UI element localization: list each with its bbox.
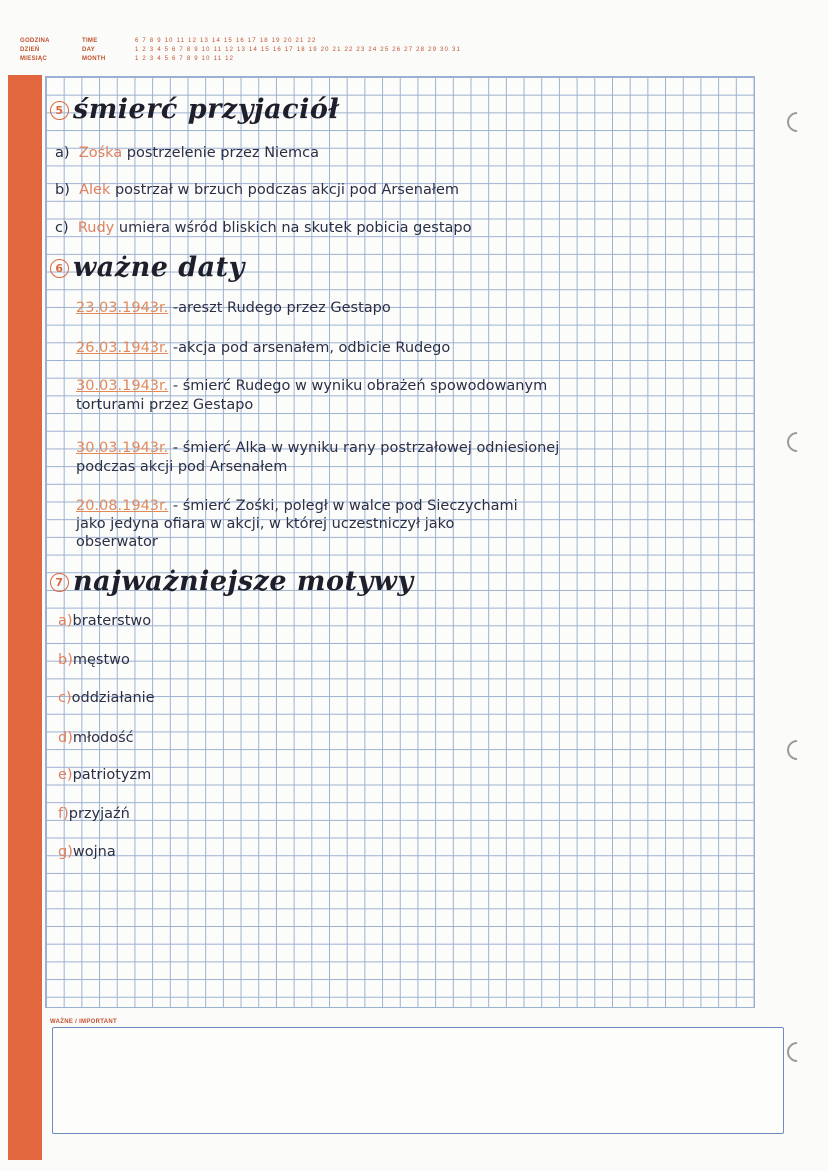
important-label: WAŻNE / IMPORTANT xyxy=(50,1019,117,1025)
section-title: najważniejsze motywy xyxy=(73,566,414,597)
time-label: TIME xyxy=(82,38,98,44)
list-item: b) Alek postrzał w brzuch podczas akcji pod Arsenałem xyxy=(55,182,459,198)
list-item: g)wojna xyxy=(58,844,116,860)
list-item: a)braterstwo xyxy=(58,613,152,629)
date-item-continued: torturami przez Gestapo xyxy=(76,397,254,413)
list-item: c)oddziałanie xyxy=(58,690,155,706)
hour-label: GODZINA xyxy=(20,38,50,44)
section-number: 6 xyxy=(50,259,69,278)
month-numbers: 1 2 3 4 5 6 7 8 9 10 11 12 xyxy=(135,56,235,62)
date-item-continued: jako jedyna ofiara w akcji, w której uczestniczył jako xyxy=(76,516,455,532)
section-number: 7 xyxy=(50,573,69,592)
section-title: śmierć przyjaciół xyxy=(73,94,340,125)
date-item-continued: podczas akcji pod Arsenałem xyxy=(76,459,288,475)
list-item: f)przyjaźń xyxy=(58,806,130,822)
list-item: d)młodość xyxy=(58,730,134,746)
section-7-heading xyxy=(50,566,414,597)
section-5-heading xyxy=(50,94,339,125)
section-title: ważne daty xyxy=(73,252,245,283)
month-label: MIESIĄC xyxy=(20,56,48,62)
hour-numbers: 6 7 8 9 10 11 12 13 14 15 16 17 18 19 20 21 22 xyxy=(135,38,317,44)
list-item: b)męstwo xyxy=(58,652,130,668)
list-item: c) Rudy umiera wśród bliskich na skutek pobicia gestapo xyxy=(55,220,472,236)
date-item: 30.03.1943r. - śmierć Alka w wyniku rany postrzałowej odniesionej xyxy=(76,440,560,456)
day-label: DZIEŃ xyxy=(20,47,40,53)
date-item: 30.03.1943r. - śmierć Rudego w wyniku obrażeń spowodowanym xyxy=(76,378,548,394)
day-en-label: DAY xyxy=(82,47,96,53)
section-6-heading xyxy=(50,252,245,283)
section-number: 5 xyxy=(50,101,69,120)
date-item: 20.08.1943r. - śmierć Zośki, poległ w walce pod Sieczychami xyxy=(76,498,518,514)
date-item: 26.03.1943r. -akcja pod arsenałem, odbicie Rudego xyxy=(76,340,451,356)
list-item: a) Zośka postrzelenie przez Niemca xyxy=(55,145,319,161)
date-item: 23.03.1943r. -areszt Rudego przez Gestapo xyxy=(76,300,391,316)
day-numbers: 1 2 3 4 5 6 7 8 9 10 11 12 13 14 15 16 17 18 19 20 21 22 23 24 25 26 27 28 29 30 31 xyxy=(135,47,462,53)
month-en-label: MONTH xyxy=(82,56,106,62)
date-item-continued: obserwator xyxy=(76,534,158,550)
list-item: e)patriotyzm xyxy=(58,767,152,783)
